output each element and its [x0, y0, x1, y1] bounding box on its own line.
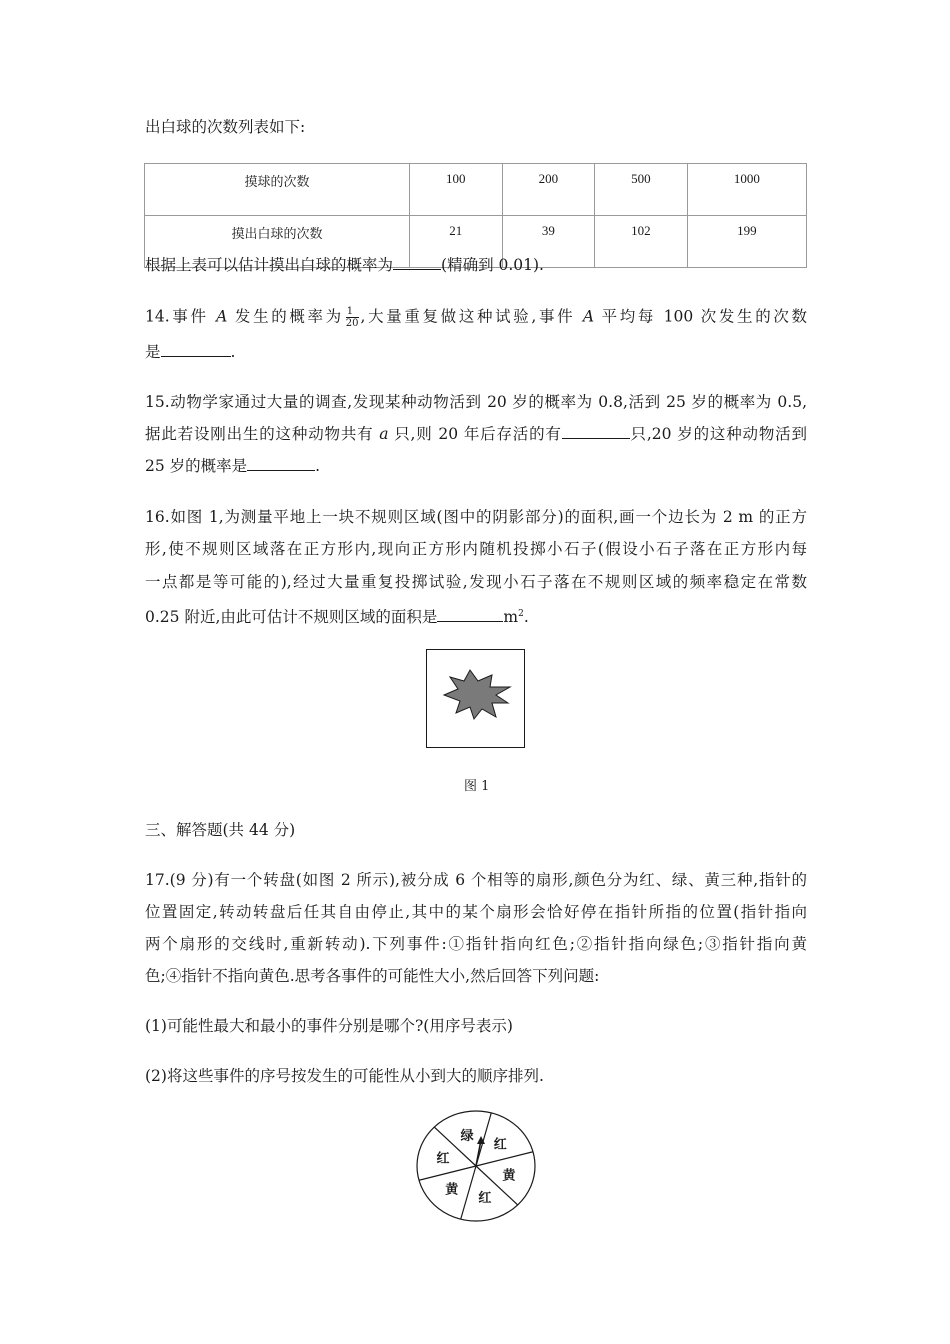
spinner-sector-label: 红 — [436, 1151, 450, 1167]
row-label: 摸球的次数 — [145, 164, 410, 216]
q15-line3: 25 岁的概率是 . — [145, 457, 321, 475]
q15-line1: 15.动物学家通过大量的调查,发现某种动物活到 20 岁的概率为 0.8,活到 25 岁的概率为 0.5, — [145, 393, 807, 411]
table-cell: 39 — [502, 216, 595, 268]
row-label: 摸出白球的次数 — [145, 216, 410, 268]
variable-a: A — [582, 307, 595, 326]
fraction-numerator: 1 — [346, 306, 359, 318]
spinner-sector-label: 红 — [493, 1137, 507, 1153]
q14-line1 — [145, 306, 807, 329]
fraction — [346, 306, 359, 329]
q14-text: 平均每 100 次发生的次数 — [594, 307, 807, 326]
table-cell: 500 — [595, 164, 688, 216]
q15-text: 据此若设刚出生的这种动物共有 — [145, 425, 380, 443]
unit: m — [503, 608, 519, 627]
q14-text: 发生的概率为 — [227, 307, 344, 326]
unit-exponent: 2 — [518, 609, 524, 619]
variable-a: A — [216, 307, 228, 326]
answer-blank[interactable] — [247, 456, 315, 471]
q13-tail — [145, 255, 544, 275]
answer-blank[interactable] — [437, 607, 503, 622]
q16-line2: 形,使不规则区域落在正方形内,现向正方形内随机投掷小石子(假设小石子落在正方形内每 — [145, 540, 807, 558]
q15-text: 25 岁的概率是 — [145, 457, 248, 475]
spinner-sector-label: 黄 — [445, 1182, 459, 1198]
q17-sub2: (2)将这些事件的序号按发生的可能性从小到大的顺序排列. — [145, 1067, 544, 1085]
q17-line4: 色;④指针不指向黄色.思考各事件的可能性大小,然后回答下列问题: — [145, 967, 600, 985]
q13-text: 根据上表可以估计摸出白球的概率为 — [145, 256, 394, 274]
frequency-table — [144, 163, 807, 268]
answer-blank[interactable] — [393, 255, 441, 270]
q17-line2: 位置固定,转动转盘后任其自由停止,其中的某个扇形会恰好停在指针所指的位置(指针指向 — [145, 903, 807, 921]
figure-1-square — [426, 649, 526, 749]
q17-line1: 17.(9 分)有一个转盘(如图 2 所示),被分成 6 个相等的扇形,颜色分为红、绿、黄三种,指针的 — [145, 871, 807, 889]
q15-line2 — [145, 424, 807, 444]
table-cell: 200 — [502, 164, 595, 216]
intro-line: 出白球的次数列表如下: — [145, 118, 306, 136]
table-cell: 100 — [410, 164, 503, 216]
answer-blank[interactable] — [562, 424, 630, 439]
table-row — [145, 164, 807, 216]
q14-line2: 是 . — [145, 343, 236, 361]
q16-line4 — [145, 604, 529, 627]
q14-text: 是 — [145, 343, 161, 361]
spinner-sector-label: 黄 — [502, 1168, 516, 1184]
section-3-heading: 三、解答题(共 44 分) — [145, 821, 296, 839]
table-cell: 1000 — [687, 164, 806, 216]
q14-number: 14.事件 — [145, 307, 217, 326]
q13-precision: (精确到 0.01). — [441, 256, 544, 274]
q16-text: 0.25 附近,由此可估计不规则区域的面积是 — [145, 608, 438, 627]
variable-a: a — [379, 425, 389, 443]
q16-line3: 一点都是等可能的),经过大量重复投掷试验,发现小石子落在不规则区域的频率稳定在常数 — [145, 573, 807, 591]
table-cell: 21 — [410, 216, 503, 268]
q17-sub1: (1)可能性最大和最小的事件分别是哪个?(用序号表示) — [145, 1017, 513, 1035]
table-cell: 102 — [595, 216, 688, 268]
spinner-sector-label: 绿 — [460, 1129, 474, 1145]
q14-text: ,大量重复做这种试验,事件 — [360, 307, 583, 326]
q17-line3: 两个扇形的交线时,重新转动).下列事件:①指针指向红色;②指针指向绿色;③指针指向黄 — [145, 935, 807, 953]
answer-blank[interactable] — [161, 342, 231, 357]
q15-text: 只,则 20 年后存活的有 — [388, 425, 562, 443]
fraction-denominator: 20 — [345, 318, 359, 329]
q15-text: 只,20 岁的这种动物活到 — [629, 425, 808, 443]
q16-end: . — [523, 608, 529, 627]
spinner-sector-label: 红 — [478, 1190, 492, 1206]
figure-2-spinner — [414, 1108, 538, 1224]
table-cell: 199 — [687, 216, 806, 268]
figure-1-caption: 图 1 — [464, 779, 490, 794]
q16-line1: 16.如图 1,为测量平地上一块不规则区域(图中的阴影部分)的面积,画一个边长为 2 m 的正方 — [145, 508, 807, 526]
